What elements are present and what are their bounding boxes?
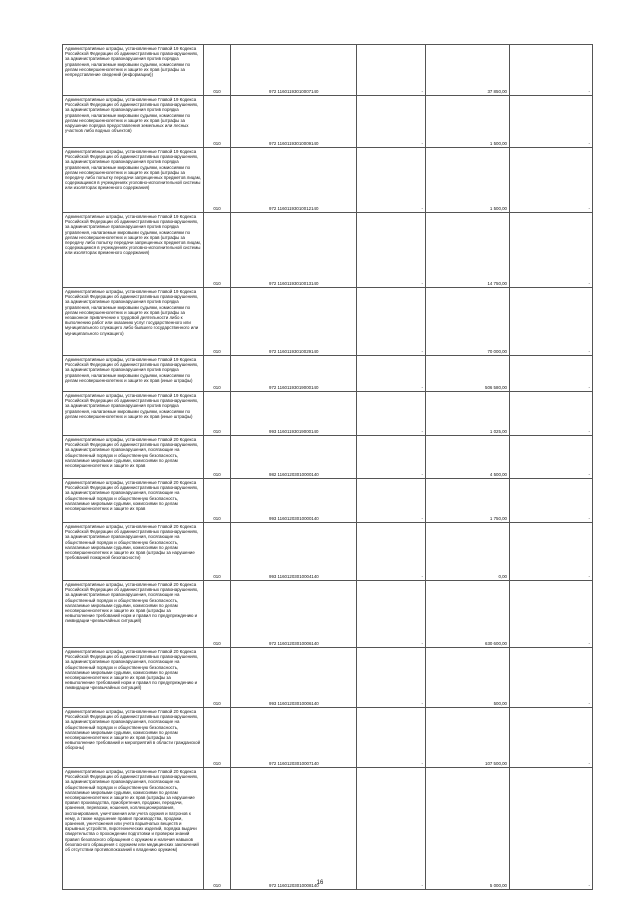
row-amount-cell: 107 500,00	[426, 708, 510, 768]
row-dash-cell: -	[357, 392, 426, 436]
row-dash-cell: -	[510, 768, 593, 890]
row-kbk-cell: 972 11601193019000140	[231, 356, 357, 392]
row-name-cell: Административные штрафы, установленные Главой 20 Кодекса Российской Федерации об административных правонарушениях, за административные правонарушения, посягающие на общественный порядок и общественную безопасность, налагаемые мировыми судьями, комиссиями по делам несовершеннолетних и защите их прав (штрафы за невыполнение требований норм и правил по предупреждению и ликвидации чрезвычайных ситуаций)	[63, 581, 204, 648]
row-kbk-cell: 972 11601193010009140	[231, 96, 357, 148]
row-dash-cell: -	[510, 523, 593, 581]
table-row	[63, 392, 593, 436]
row-name-cell: Административные штрафы, установленные Главой 19 Кодекса Российской Федерации об административных правонарушениях, за административные правонарушения против порядка управления, налагаемые мировыми судьями, комиссиями по делам несовершеннолетних и защите их прав (штрафы за нарушение порядка предоставления земельных или лесных участков либо водных объектов)	[63, 96, 204, 148]
row-name-cell: Административные штрафы, установленные Главой 20 Кодекса Российской Федерации об административных правонарушениях, за административные правонарушения, посягающие на общественный порядок и общественную безопасность, налагаемые мировыми судьями, комиссиями по делам несовершеннолетних и защите их прав (штрафы за нарушение требований пожарной безопасности)	[63, 523, 204, 581]
row-dash-cell: -	[357, 148, 426, 213]
table-row	[63, 768, 593, 890]
row-amount-cell: 5 000,00	[426, 768, 510, 890]
row-code-cell: 010	[204, 708, 231, 768]
row-kbk-cell: 972 11601193010029140	[231, 288, 357, 356]
row-dash-cell: -	[357, 479, 426, 523]
row-dash-cell: -	[357, 45, 426, 96]
row-dash-cell: -	[357, 288, 426, 356]
row-amount-cell: 70 000,00	[426, 288, 510, 356]
row-amount-cell: 14 750,00	[426, 213, 510, 288]
row-kbk-cell: 993 11601203010004140	[231, 523, 357, 581]
row-dash-cell: -	[510, 213, 593, 288]
table-row	[63, 96, 593, 148]
row-dash-cell: -	[357, 96, 426, 148]
table-row	[63, 45, 593, 96]
page-number: 16	[316, 880, 324, 886]
table-row	[63, 648, 593, 708]
row-dash-cell: -	[357, 708, 426, 768]
row-name-cell: Административные штрафы, установленные Главой 20 Кодекса Российской Федерации об административных правонарушениях, за административные правонарушения, посягающие на общественный порядок и общественную безопасность, налагаемые мировыми судьями, комиссиями по делам несовершеннолетних и защите их прав	[63, 436, 204, 479]
row-kbk-cell: 972 11601193010007140	[231, 45, 357, 96]
table-row	[63, 356, 593, 392]
row-dash-cell: -	[357, 768, 426, 890]
row-code-cell: 010	[204, 356, 231, 392]
row-name-cell: Административные штрафы, установленные Главой 19 Кодекса Российской Федерации об административных правонарушениях, за административные правонарушения против порядка управления, налагаемые мировыми судьями, комиссиями по делам несовершеннолетних и защите их прав (штрафы за передачу либо попытку передачи запрещенных предметов лицам, содержащимся в учреждениях уголовно-исполнительной системы или изоляторах временного содержания)	[63, 148, 204, 213]
row-dash-cell: -	[510, 708, 593, 768]
row-name-cell: Административные штрафы, установленные Главой 19 Кодекса Российской Федерации об административных правонарушениях, за административные правонарушения против порядка управления, налагаемые мировыми судьями, комиссиями по делам несовершеннолетних и защите их прав (штрафы за незаконное привлечение к трудовой деятельности либо к выполнению работ или оказанию услуг государственного или муниципального служащего либо бывшего государственного или муниципального служащего)	[63, 288, 204, 356]
row-kbk-cell: 993 11601203010006140	[231, 648, 357, 708]
row-dash-cell: -	[357, 523, 426, 581]
row-code-cell: 010	[204, 436, 231, 479]
row-dash-cell: -	[357, 581, 426, 648]
row-dash-cell: -	[510, 479, 593, 523]
row-code-cell: 010	[204, 288, 231, 356]
row-dash-cell: -	[357, 356, 426, 392]
row-dash-cell: -	[357, 436, 426, 479]
row-code-cell: 010	[204, 392, 231, 436]
report-sheet	[62, 44, 592, 890]
row-code-cell: 010	[204, 523, 231, 581]
table-row	[63, 479, 593, 523]
row-amount-cell: 37 850,00	[426, 45, 510, 96]
row-kbk-cell: 982 11601203010000140	[231, 436, 357, 479]
table-row	[63, 581, 593, 648]
row-dash-cell: -	[510, 648, 593, 708]
row-kbk-cell: 972 11601193010013140	[231, 213, 357, 288]
row-kbk-cell: 993 11601203010000140	[231, 479, 357, 523]
row-dash-cell: -	[510, 392, 593, 436]
row-code-cell: 010	[204, 148, 231, 213]
row-kbk-cell: 972 11601193010012140	[231, 148, 357, 213]
row-dash-cell: -	[510, 96, 593, 148]
row-dash-cell: -	[510, 288, 593, 356]
row-name-cell: Административные штрафы, установленные Главой 19 Кодекса Российской Федерации об административных правонарушениях, за административные правонарушения против порядка управления, налагаемые мировыми судьями, комиссиями по делам несовершеннолетних и защите их прав (штрафы за непредставление сведений (информации))	[63, 45, 204, 96]
table-row	[63, 148, 593, 213]
row-amount-cell: 0,00	[426, 523, 510, 581]
table-row	[63, 213, 593, 288]
row-amount-cell: 506 580,00	[426, 356, 510, 392]
row-amount-cell: 1 500,00	[426, 96, 510, 148]
row-amount-cell: 1 500,00	[426, 148, 510, 213]
row-code-cell: 010	[204, 581, 231, 648]
row-code-cell: 010	[204, 213, 231, 288]
row-dash-cell: -	[510, 45, 593, 96]
revenue-table	[62, 44, 593, 890]
row-code-cell: 010	[204, 768, 231, 890]
row-code-cell: 010	[204, 96, 231, 148]
table-row	[63, 523, 593, 581]
row-amount-cell: 4 500,00	[426, 436, 510, 479]
table-row	[63, 436, 593, 479]
row-name-cell: Административные штрафы, установленные Главой 19 Кодекса Российской Федерации об административных правонарушениях, за административные правонарушения против порядка управления, налагаемые мировыми судьями, комиссиями по делам несовершеннолетних и защите их прав (иные штрафы)	[63, 356, 204, 392]
row-name-cell: Административные штрафы, установленные Главой 19 Кодекса Российской Федерации об административных правонарушениях, за административные правонарушения против порядка управления, налагаемые мировыми судьями, комиссиями по делам несовершеннолетних и защите их прав (иные штрафы)	[63, 392, 204, 436]
row-kbk-cell: 993 11601193019000140	[231, 392, 357, 436]
row-dash-cell: -	[510, 148, 593, 213]
row-name-cell: Административные штрафы, установленные Главой 20 Кодекса Российской Федерации об административных правонарушениях, за административные правонарушения, посягающие на общественный порядок и общественную безопасность, налагаемые мировыми судьями, комиссиями по делам несовершеннолетних и защите их прав	[63, 479, 204, 523]
row-dash-cell: -	[357, 648, 426, 708]
row-dash-cell: -	[510, 356, 593, 392]
row-dash-cell: -	[510, 436, 593, 479]
row-name-cell: Административные штрафы, установленные Главой 20 Кодекса Российской Федерации об административных правонарушениях, за административные правонарушения, посягающие на общественный порядок и общественную безопасность, налагаемые мировыми судьями, комиссиями по делам несовершеннолетних и защите их прав (штрафы за невыполнение требований норм и правил по предупреждению и ликвидации чрезвычайных ситуаций)	[63, 648, 204, 708]
row-code-cell: 010	[204, 479, 231, 523]
row-name-cell: Административные штрафы, установленные Главой 19 Кодекса Российской Федерации об административных правонарушениях, за административные правонарушения против порядка управления, налагаемые мировыми судьями, комиссиями по делам несовершеннолетних и защите их прав (штрафы за передачу либо попытку передачи запрещенных предметов лицам, содержащимся в учреждениях уголовно-исполнительной системы или изоляторах временного содержания)	[63, 213, 204, 288]
row-code-cell: 010	[204, 45, 231, 96]
table-row	[63, 288, 593, 356]
table-row	[63, 708, 593, 768]
row-amount-cell: 1 750,00	[426, 479, 510, 523]
row-dash-cell: -	[510, 581, 593, 648]
row-amount-cell: 1 025,00	[426, 392, 510, 436]
row-name-cell: Административные штрафы, установленные Главой 20 Кодекса Российской Федерации об административных правонарушениях, за административные правонарушения, посягающие на общественный порядок и общественную безопасность, налагаемые мировыми судьями, комиссиями по делам несовершеннолетних и защите их прав (штрафы за невыполнение требований и мероприятий в области гражданской обороны)	[63, 708, 204, 768]
row-kbk-cell: 972 11601203010006140	[231, 581, 357, 648]
row-kbk-cell: 972 11601203010007140	[231, 708, 357, 768]
row-kbk-cell: 972 11601203010008140	[231, 768, 357, 890]
table-body	[63, 45, 593, 890]
row-amount-cell: 630 600,00	[426, 581, 510, 648]
row-name-cell: Административные штрафы, установленные Главой 20 Кодекса Российской Федерации об административных правонарушениях, за административные правонарушения, посягающие на общественный порядок и общественную безопасность, налагаемые мировыми судьями, комиссиями по делам несовершеннолетних и защите их прав (штрафы за нарушение правил производства, приобретения, продажи, передачи, хранения, перевозки, ношения, коллекционирования, экспонирования, уничтожения или учета оружия и патронов к нему, а также нарушение правил производства, продажи, хранения, уничтожения или учета взрывчатых веществ и взрывных устройств, пиротехнических изделий, порядка выдачи свидетельства о прохождении подготовки и проверки знаний правил безопасного обращения с оружием и наличия навыков безопасного обращения с оружием или медицинских заключений об отсутствии противопоказаний к владению оружием)	[63, 768, 204, 890]
row-dash-cell: -	[357, 213, 426, 288]
row-code-cell: 010	[204, 648, 231, 708]
row-amount-cell: 500,00	[426, 648, 510, 708]
